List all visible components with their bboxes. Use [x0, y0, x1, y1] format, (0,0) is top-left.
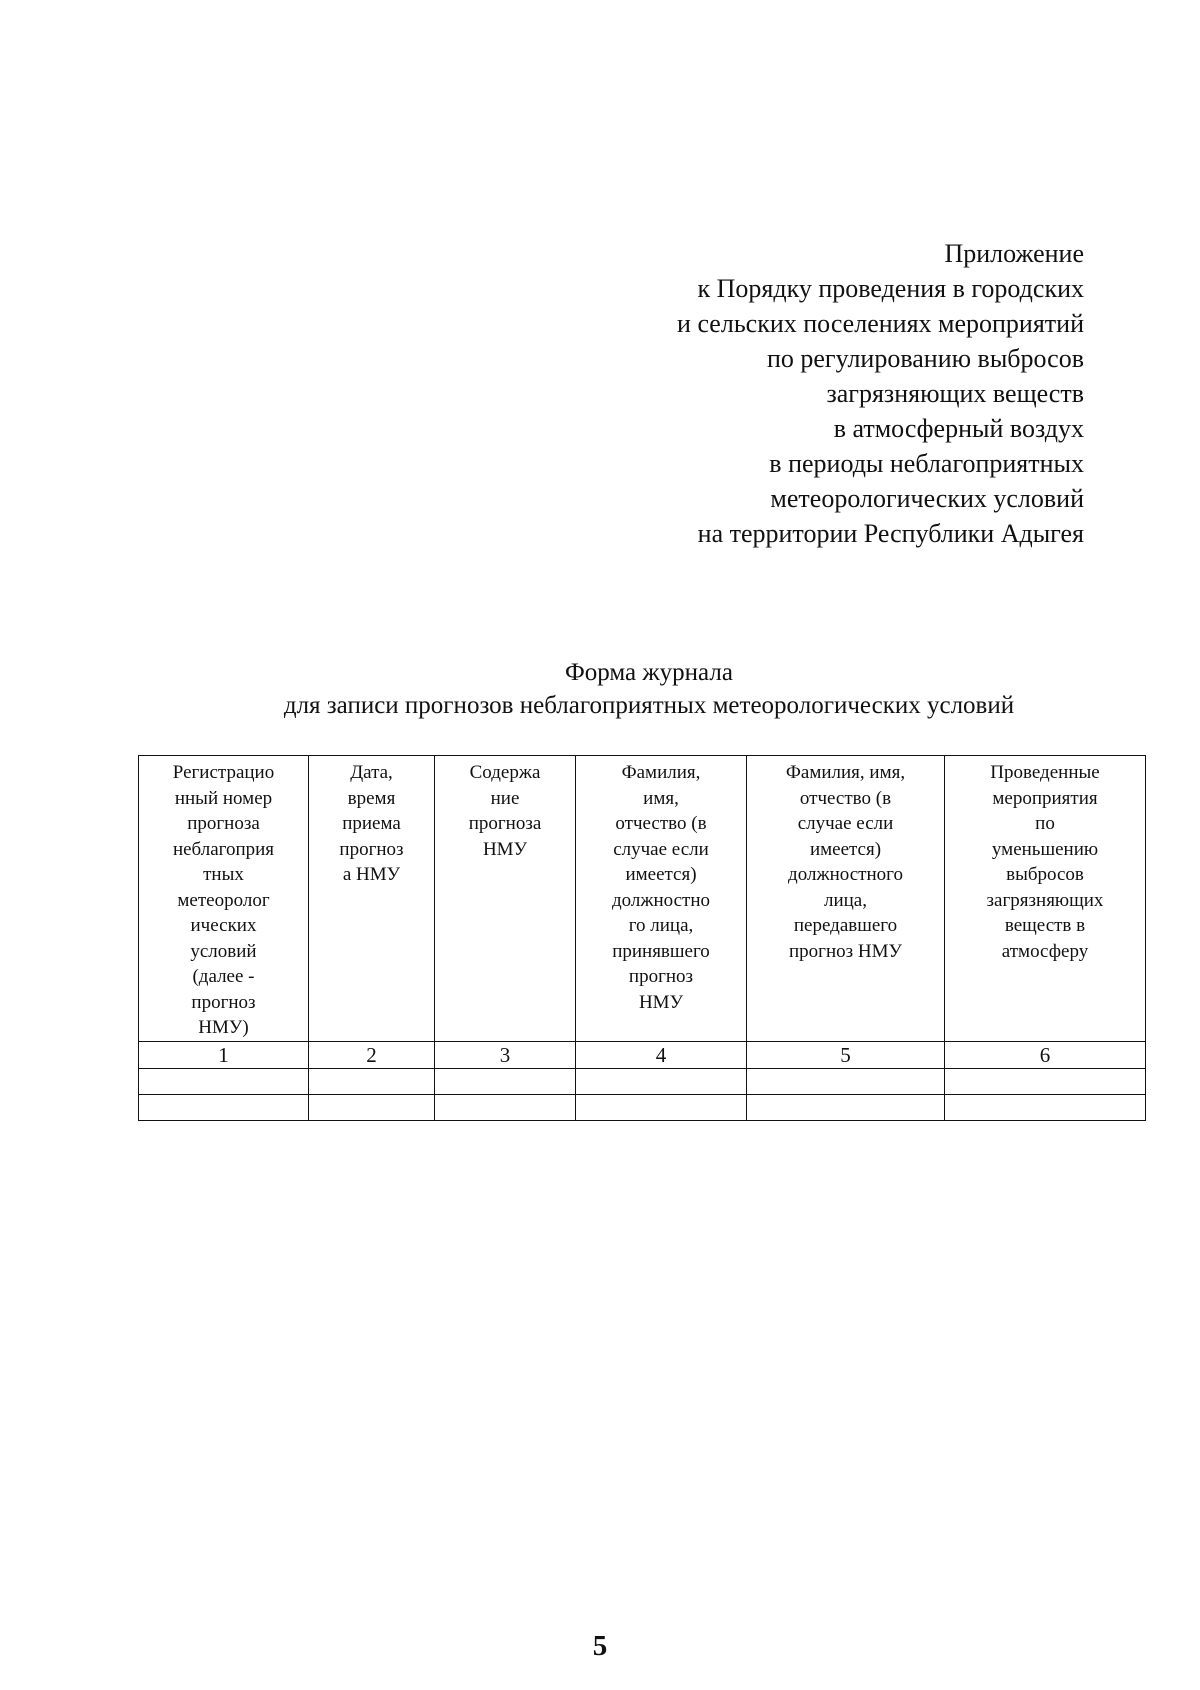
appendix-header — [677, 236, 1084, 551]
table-cell — [747, 1094, 945, 1120]
journal-table — [138, 755, 1146, 1121]
appendix-line: Приложение — [944, 239, 1084, 268]
form-title-line-2: для записи прогнозов неблагоприятных метеорологических условий — [283, 692, 1015, 719]
column-header-receiver-name: Фамилия, имя, отчество (в случае если имеется) должностно го лица, принявшего прогноз НМУ — [576, 756, 747, 1042]
appendix-line: к Порядку проведения в городских — [697, 274, 1084, 303]
column-header-forecast-content: Содержа ние прогноза НМУ — [435, 756, 576, 1042]
table-cell — [945, 1068, 1146, 1094]
table-cell — [139, 1068, 309, 1094]
column-header-registration-number: Регистрацио нный номер прогноза неблагоприя тных метеоролог ических условий (далее - прогноз НМУ) — [139, 756, 309, 1042]
appendix-line: в атмосферный воздух — [833, 414, 1084, 443]
appendix-line: и сельских поселениях мероприятий — [677, 309, 1084, 338]
appendix-line: по регулированию выбросов — [766, 344, 1084, 373]
appendix-line: загрязняющих веществ — [826, 379, 1084, 408]
table-cell — [309, 1094, 435, 1120]
appendix-line: на территории Республики Адыгея — [697, 519, 1084, 548]
column-header-measures: Проведенные мероприятия по уменьшению выбросов загрязняющих веществ в атмосферу — [945, 756, 1146, 1042]
column-number: 2 — [309, 1041, 435, 1068]
page-number: 5 — [592, 1630, 608, 1662]
table-header-row — [139, 756, 1146, 1042]
column-number: 5 — [747, 1041, 945, 1068]
form-title — [140, 656, 1158, 722]
column-number: 4 — [576, 1041, 747, 1068]
column-header-sender-name: Фамилия, имя, отчество (в случае если имеется) должностного лица, передавшего прогноз НМУ — [747, 756, 945, 1042]
appendix-line: метеорологических условий — [770, 484, 1084, 513]
table-cell — [435, 1068, 576, 1094]
table-cell — [945, 1094, 1146, 1120]
appendix-line: в периоды неблагоприятных — [769, 449, 1084, 478]
table-cell — [576, 1068, 747, 1094]
table-cell — [435, 1094, 576, 1120]
column-number: 1 — [139, 1041, 309, 1068]
table-cell — [576, 1094, 747, 1120]
column-number: 6 — [945, 1041, 1146, 1068]
table-row — [139, 1094, 1146, 1120]
column-number: 3 — [435, 1041, 576, 1068]
table-cell — [139, 1094, 309, 1120]
table-cell — [747, 1068, 945, 1094]
column-number-row — [139, 1041, 1146, 1068]
column-header-date-time: Дата, время приема прогноз а НМУ — [309, 756, 435, 1042]
table-row — [139, 1068, 1146, 1094]
form-title-line-1: Форма журнала — [565, 659, 733, 686]
table-cell — [309, 1068, 435, 1094]
